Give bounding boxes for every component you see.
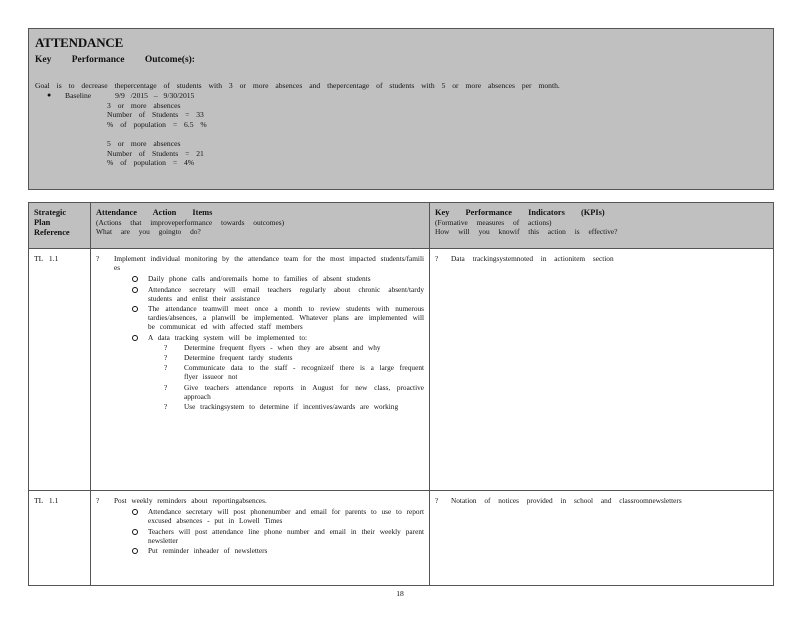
sub-action-list — [132, 507, 424, 555]
list-item: ? Use trackingsystem to determine if incentives/awards are working — [164, 402, 399, 412]
plan-reference: TL 1.1 — [34, 254, 59, 263]
list-item: ? Give teachers attendance reports in August for new class, proactive approach — [164, 382, 424, 401]
question-mark-icon: ? — [164, 402, 168, 412]
baseline-dates: 9/9 /2015 – 9/30/2015 — [115, 91, 195, 100]
kpi-title: Key Performance Indicators (KPIs) — [435, 208, 605, 217]
list-item: ? Communicate data to the staff - recognizeif there is a large frequent flyer issueor not — [164, 363, 424, 382]
header-strategic-plan-reference: Strategic Plan Reference — [29, 203, 91, 248]
group1-percent: % of population = 6.5 % — [107, 119, 207, 129]
question-mark-icon: ? — [96, 254, 100, 263]
action-items-sub1: (Actions that improveperformance towards outcomes) — [96, 218, 285, 227]
group1-count: Number of Students = 33 — [107, 110, 204, 119]
baseline-list — [35, 91, 767, 101]
sub-action-list — [132, 274, 424, 411]
table-row — [29, 491, 773, 585]
strategic-plan-table — [28, 202, 774, 586]
list-item: A data tracking system will be implemented to: ? Determine frequent flyers - when they are absent and why ? Determine frequent tardy students ? Communicate data to the staff - recognizeif there is a large frequent flyer issueor not ? Give teachers attendance reports in August for new class, proactive approach ? Use trackingsystem to determine if incentives/awards are working — [132, 333, 424, 412]
baseline-item — [35, 91, 767, 101]
main-action-item: ? Implement individual monitoring by the attendance team for the most impacted students/famili es — [96, 254, 425, 273]
baseline-label: Baseline — [65, 91, 92, 100]
question-mark-icon: ? — [164, 363, 168, 373]
list-item: ? Determine frequent tardy students — [164, 353, 293, 363]
list-item: ? Determine frequent flyers - when they are absent and why — [164, 342, 381, 352]
header-action-items — [91, 203, 430, 248]
question-mark-icon: ? — [435, 496, 439, 505]
kpo-label: Key Performance Outcome(s): — [35, 55, 195, 65]
circle-bullet-icon — [132, 287, 138, 293]
group2-count: Number of Students = 21 — [107, 148, 204, 158]
kpi-sub1: (Formative measures of actions) — [435, 218, 552, 227]
plan-reference: TL 1.1 — [34, 496, 59, 505]
bullet-icon: ● — [47, 91, 52, 99]
action-items-sub2: What are you goingto do? — [96, 227, 201, 236]
data-tracking-list — [164, 343, 424, 411]
action-items-title: Attendance Action Items — [96, 208, 213, 217]
group1-title: 3 or more absences — [107, 100, 181, 110]
list-item: Attendance secretary will email teachers regularly about chronic absent/tardy students and enlist their assistance — [132, 285, 424, 303]
section-title: ATTENDANCE — [35, 35, 124, 50]
attendance-summary-box — [28, 28, 774, 190]
table-header-row — [29, 203, 773, 249]
header-kpis — [430, 203, 773, 248]
main-action-item: ? Post weekly reminders about reportingabsences. — [96, 496, 267, 505]
question-mark-icon: ? — [96, 496, 100, 505]
circle-bullet-icon — [132, 529, 138, 535]
page-number: 18 — [396, 589, 404, 598]
question-mark-icon: ? — [164, 342, 168, 352]
circle-bullet-icon — [132, 509, 138, 515]
circle-bullet-icon — [132, 548, 138, 554]
question-mark-icon: ? — [435, 254, 439, 263]
list-item: Daily phone calls and/oremails home to families of absent students — [132, 274, 424, 283]
circle-bullet-icon — [132, 276, 138, 282]
group2-title: 5 or more absences — [107, 139, 181, 148]
question-mark-icon: ? — [164, 382, 168, 392]
list-item: Put reminder inheader of newsletters — [132, 546, 424, 555]
list-item: Attendance secretary will post phonenumber and email for parents to use to report excused absences - put in Lowell Times — [132, 507, 424, 525]
question-mark-icon: ? — [164, 353, 168, 363]
group2-percent: % of population = 4% — [107, 158, 195, 167]
list-item: Teachers will post attendance line phone number and email in their weekly parent newsletter — [132, 527, 424, 545]
kpi-item: ? Notation of notices provided in school and classroomnewsletters — [435, 496, 682, 505]
circle-bullet-icon — [132, 306, 138, 312]
circle-bullet-icon — [132, 335, 138, 341]
kpi-sub2: How will you knowif this action is effective? — [435, 227, 618, 236]
table-row — [29, 249, 773, 491]
kpi-item: ? Data trackingsystemnoted in actionitem section — [435, 254, 614, 263]
goal-statement: Goal is to decrease thepercentage of students with 3 or more absences and thepercentage of students with 5 or more absences per month. — [35, 81, 560, 90]
list-item: The attendance teamwill meet once a month to review students with numerous tardies/absences, a planwill be implemented. Whatever plans are implemented will be communicat ed with affected staff members — [132, 304, 424, 332]
